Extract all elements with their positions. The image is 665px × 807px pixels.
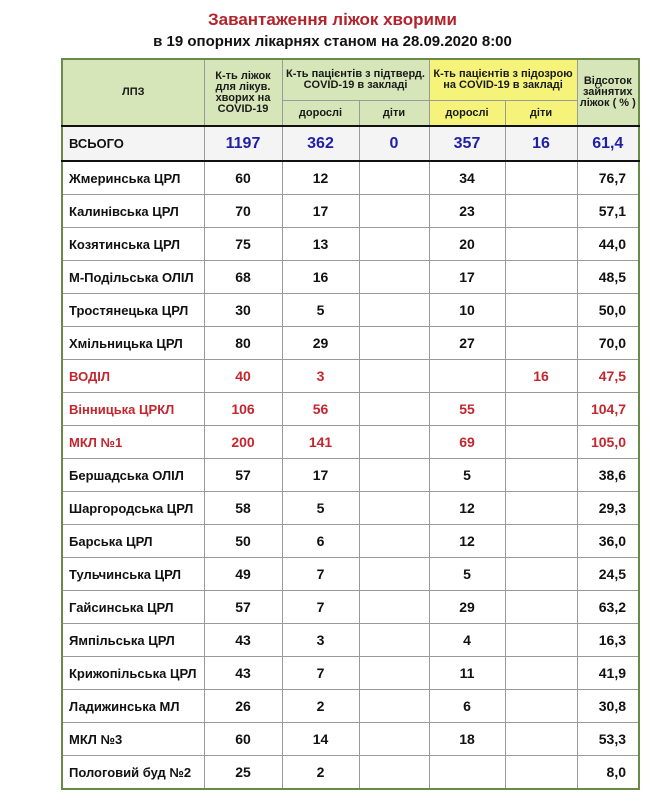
- confirmed-adults: 2: [282, 756, 359, 790]
- confirmed-adults: 5: [282, 294, 359, 327]
- table-row: [62, 228, 639, 261]
- occupancy-percent: 53,3: [577, 723, 639, 756]
- beds-count: 200: [204, 426, 282, 459]
- table-row: [62, 525, 639, 558]
- table-row: [62, 492, 639, 525]
- suspected-adults: 27: [429, 327, 505, 360]
- hospital-name: Барська ЦРЛ: [62, 525, 204, 558]
- suspected-children: [505, 657, 577, 690]
- confirmed-children: [359, 558, 429, 591]
- suspected-children: [505, 195, 577, 228]
- confirmed-adults: 16: [282, 261, 359, 294]
- suspected-children: [505, 525, 577, 558]
- total-suspected-children: 16: [505, 126, 577, 161]
- suspected-children: [505, 492, 577, 525]
- confirmed-children: [359, 228, 429, 261]
- header-suspected-children: діти: [505, 101, 577, 127]
- beds-count: 26: [204, 690, 282, 723]
- occupancy-percent: 104,7: [577, 393, 639, 426]
- table-row: [62, 294, 639, 327]
- hospital-name: Жмеринська ЦРЛ: [62, 161, 204, 195]
- table-row: [62, 756, 639, 790]
- hospital-name: Пологовий буд №2: [62, 756, 204, 790]
- header-lpz: ЛПЗ: [62, 59, 204, 126]
- beds-count: 57: [204, 591, 282, 624]
- suspected-children: [505, 393, 577, 426]
- page-title: Завантаження ліжок хворими: [208, 10, 457, 29]
- table-row: [62, 459, 639, 492]
- header-confirmed-adults: дорослі: [282, 101, 359, 127]
- occupancy-percent: 29,3: [577, 492, 639, 525]
- total-percent: 61,4: [577, 126, 639, 161]
- confirmed-adults: 7: [282, 558, 359, 591]
- suspected-adults: 18: [429, 723, 505, 756]
- suspected-children: [505, 426, 577, 459]
- beds-count: 43: [204, 657, 282, 690]
- suspected-adults: [429, 360, 505, 393]
- header-suspected-adults: дорослі: [429, 101, 505, 127]
- table-row: [62, 360, 639, 393]
- suspected-children: [505, 624, 577, 657]
- confirmed-adults: 5: [282, 492, 359, 525]
- beds-count: 70: [204, 195, 282, 228]
- confirmed-adults: 13: [282, 228, 359, 261]
- total-beds: 1197: [204, 126, 282, 161]
- confirmed-children: [359, 426, 429, 459]
- beds-count: 58: [204, 492, 282, 525]
- table-row: [62, 657, 639, 690]
- hospital-name: МКЛ №1: [62, 426, 204, 459]
- hospital-name: ВОДІЛ: [62, 360, 204, 393]
- suspected-adults: 10: [429, 294, 505, 327]
- suspected-children: [505, 161, 577, 195]
- table-row: [62, 723, 639, 756]
- occupancy-percent: 38,6: [577, 459, 639, 492]
- beds-count: 40: [204, 360, 282, 393]
- total-confirmed-children: 0: [359, 126, 429, 161]
- suspected-adults: 17: [429, 261, 505, 294]
- total-suspected-adults: 357: [429, 126, 505, 161]
- beds-count: 80: [204, 327, 282, 360]
- table-row: [62, 591, 639, 624]
- total-row: [62, 126, 639, 161]
- occupancy-percent: 47,5: [577, 360, 639, 393]
- confirmed-children: [359, 756, 429, 790]
- suspected-adults: [429, 756, 505, 790]
- page-subtitle: в 19 опорних лікарнях станом на 28.09.2020 8:00: [153, 33, 512, 50]
- table-row: [62, 426, 639, 459]
- occupancy-percent: 24,5: [577, 558, 639, 591]
- table-row: [62, 690, 639, 723]
- beds-count: 106: [204, 393, 282, 426]
- confirmed-children: [359, 690, 429, 723]
- beds-count: 50: [204, 525, 282, 558]
- confirmed-adults: 14: [282, 723, 359, 756]
- hospital-name: Ямпільська ЦРЛ: [62, 624, 204, 657]
- suspected-adults: 4: [429, 624, 505, 657]
- confirmed-adults: 12: [282, 161, 359, 195]
- table-row: [62, 393, 639, 426]
- confirmed-children: [359, 624, 429, 657]
- beds-count: 49: [204, 558, 282, 591]
- suspected-adults: 23: [429, 195, 505, 228]
- suspected-children: [505, 459, 577, 492]
- suspected-children: [505, 756, 577, 790]
- bed-occupancy-table: [61, 58, 640, 790]
- confirmed-adults: 141: [282, 426, 359, 459]
- suspected-children: [505, 591, 577, 624]
- hospital-name: М-Подільська ОЛІЛ: [62, 261, 204, 294]
- hospital-name: Шаргородська ЦРЛ: [62, 492, 204, 525]
- suspected-adults: 29: [429, 591, 505, 624]
- suspected-children: [505, 327, 577, 360]
- confirmed-adults: 2: [282, 690, 359, 723]
- header-confirmed: К-ть пацієнтів з підтверд. COVID-19 в закладі: [282, 59, 429, 101]
- confirmed-adults: 17: [282, 195, 359, 228]
- table-row: [62, 195, 639, 228]
- occupancy-percent: 63,2: [577, 591, 639, 624]
- confirmed-children: [359, 261, 429, 294]
- confirmed-children: [359, 393, 429, 426]
- confirmed-children: [359, 657, 429, 690]
- occupancy-percent: 105,0: [577, 426, 639, 459]
- header-confirmed-children: діти: [359, 101, 429, 127]
- confirmed-adults: 7: [282, 657, 359, 690]
- beds-count: 60: [204, 161, 282, 195]
- total-confirmed-adults: 362: [282, 126, 359, 161]
- hospital-name: Бершадська ОЛІЛ: [62, 459, 204, 492]
- beds-count: 68: [204, 261, 282, 294]
- confirmed-children: [359, 360, 429, 393]
- hospital-name: Калинівська ЦРЛ: [62, 195, 204, 228]
- confirmed-children: [359, 195, 429, 228]
- hospital-name: Хмільницька ЦРЛ: [62, 327, 204, 360]
- hospital-name: Тульчинська ЦРЛ: [62, 558, 204, 591]
- suspected-adults: 5: [429, 459, 505, 492]
- table-row: [62, 261, 639, 294]
- suspected-adults: 5: [429, 558, 505, 591]
- table-row: [62, 558, 639, 591]
- occupancy-percent: 48,5: [577, 261, 639, 294]
- occupancy-percent: 8,0: [577, 756, 639, 790]
- suspected-adults: 55: [429, 393, 505, 426]
- hospital-name: МКЛ №3: [62, 723, 204, 756]
- occupancy-percent: 44,0: [577, 228, 639, 261]
- occupancy-percent: 16,3: [577, 624, 639, 657]
- suspected-adults: 34: [429, 161, 505, 195]
- occupancy-percent: 76,7: [577, 161, 639, 195]
- suspected-children: [505, 294, 577, 327]
- confirmed-children: [359, 294, 429, 327]
- hospital-name: Тростянецька ЦРЛ: [62, 294, 204, 327]
- confirmed-children: [359, 591, 429, 624]
- suspected-adults: 20: [429, 228, 505, 261]
- table-row: [62, 161, 639, 195]
- table-row: [62, 327, 639, 360]
- occupancy-percent: 30,8: [577, 690, 639, 723]
- occupancy-percent: 50,0: [577, 294, 639, 327]
- confirmed-children: [359, 492, 429, 525]
- suspected-children: [505, 723, 577, 756]
- occupancy-percent: 41,9: [577, 657, 639, 690]
- confirmed-adults: 6: [282, 525, 359, 558]
- hospital-name: Ладижинська МЛ: [62, 690, 204, 723]
- suspected-children: [505, 558, 577, 591]
- confirmed-children: [359, 723, 429, 756]
- beds-count: 60: [204, 723, 282, 756]
- occupancy-percent: 36,0: [577, 525, 639, 558]
- confirmed-adults: 3: [282, 360, 359, 393]
- suspected-adults: 6: [429, 690, 505, 723]
- header-suspected: К-ть пацієнтів з підозрою на COVID-19 в закладі: [429, 59, 577, 101]
- confirmed-children: [359, 327, 429, 360]
- beds-count: 75: [204, 228, 282, 261]
- confirmed-adults: 3: [282, 624, 359, 657]
- header-percent: Відсоток зайнятих ліжок ( % ): [577, 59, 639, 126]
- hospital-name: Гайсинська ЦРЛ: [62, 591, 204, 624]
- suspected-children: 16: [505, 360, 577, 393]
- hospital-name: Вінницька ЦРКЛ: [62, 393, 204, 426]
- suspected-adults: 12: [429, 492, 505, 525]
- confirmed-children: [359, 525, 429, 558]
- suspected-adults: 12: [429, 525, 505, 558]
- suspected-children: [505, 261, 577, 294]
- beds-count: 43: [204, 624, 282, 657]
- beds-count: 57: [204, 459, 282, 492]
- confirmed-adults: 29: [282, 327, 359, 360]
- hospital-name: Козятинська ЦРЛ: [62, 228, 204, 261]
- beds-count: 25: [204, 756, 282, 790]
- hospital-name: Крижопільська ЦРЛ: [62, 657, 204, 690]
- occupancy-percent: 70,0: [577, 327, 639, 360]
- confirmed-adults: 17: [282, 459, 359, 492]
- confirmed-adults: 7: [282, 591, 359, 624]
- header-beds: К-ть ліжок для лікув. хворих на COVID-19: [204, 59, 282, 126]
- suspected-children: [505, 690, 577, 723]
- confirmed-children: [359, 161, 429, 195]
- occupancy-percent: 57,1: [577, 195, 639, 228]
- suspected-adults: 11: [429, 657, 505, 690]
- confirmed-adults: 56: [282, 393, 359, 426]
- suspected-adults: 69: [429, 426, 505, 459]
- suspected-children: [505, 228, 577, 261]
- beds-count: 30: [204, 294, 282, 327]
- table-row: [62, 624, 639, 657]
- total-label: ВСЬОГО: [62, 126, 204, 161]
- confirmed-children: [359, 459, 429, 492]
